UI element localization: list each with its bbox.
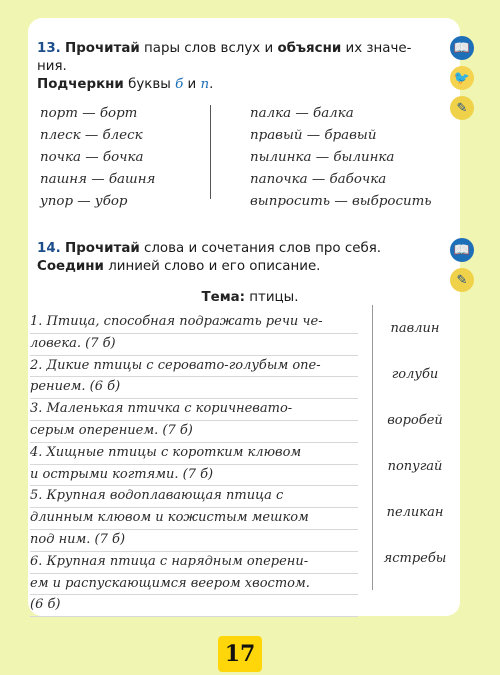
- description-line: ловека. (7 б): [30, 334, 358, 356]
- exercise-13-instructions: 13. Прочитай пары слов вслух и объясни их значе- ния. Подчеркни буквы б и п.: [37, 41, 412, 92]
- word-pairs-right: [250, 103, 432, 213]
- word-pair: почка — бочка: [40, 150, 144, 165]
- description-line: под ним. (7 б): [30, 530, 358, 552]
- word-pair: папочка — бабочка: [250, 172, 387, 187]
- word-pair: пылинка — былинка: [250, 150, 395, 165]
- bird-name[interactable]: голуби: [391, 366, 439, 382]
- book-icon: 📖: [450, 36, 474, 60]
- column-divider: [210, 105, 211, 199]
- word-pairs-left: [40, 103, 155, 213]
- exercise-number: 13.: [37, 41, 61, 56]
- word-pair: пашня — башня: [40, 172, 156, 187]
- bird-names: [378, 305, 452, 581]
- description-line: 6. Крупная птица с нарядным оперени-: [30, 552, 358, 574]
- description-line: 5. Крупная водоплавающая птица с: [30, 486, 358, 508]
- description-line: (6 б): [30, 595, 358, 617]
- bird-name[interactable]: ястребы: [383, 550, 447, 566]
- word-pair: правый — бравый: [250, 128, 377, 143]
- bird-icon: 🐦: [450, 66, 474, 90]
- bird-descriptions: [30, 312, 358, 617]
- pencil-icon: ✎: [450, 268, 474, 292]
- description-line: рением. (6 б): [30, 377, 358, 399]
- word-pair: порт — борт: [40, 106, 138, 121]
- topic-heading: Тема: птицы.: [201, 290, 299, 305]
- bird-name[interactable]: попугай: [387, 458, 443, 474]
- bird-name[interactable]: павлин: [390, 320, 440, 336]
- bird-name[interactable]: воробей: [387, 412, 443, 428]
- description-line: и острыми когтями. (7 б): [30, 465, 358, 487]
- word-pair: плеск — блеск: [40, 128, 143, 143]
- description-line: 3. Маленькая птичка с коричневато-: [30, 399, 358, 421]
- description-line: ем и распускающимся веером хвостом.: [30, 574, 358, 596]
- matching-column-divider: [372, 305, 373, 590]
- description-line: 2. Дикие птицы с серовато-голубым опе-: [30, 356, 358, 378]
- description-line: серым оперением. (7 б): [30, 421, 358, 443]
- bird-name[interactable]: пеликан: [386, 504, 444, 520]
- description-line: 1. Птица, способная подражать речи че-: [30, 312, 358, 334]
- word-pair: упор — убор: [40, 194, 128, 209]
- page-number: 17: [218, 636, 262, 672]
- word-pair: выпросить — выбросить: [250, 194, 432, 209]
- exercise-number: 14.: [37, 241, 61, 256]
- exercise-14-instructions: 14. Прочитай слова и сочетания слов про себя. Соедини линией слово и его описание.: [37, 241, 382, 274]
- book-icon: 📖: [450, 238, 474, 262]
- description-line: длинным клювом и кожистым мешком: [30, 508, 358, 530]
- pencil-icon: ✎: [450, 96, 474, 120]
- word-pair: палка — балка: [250, 106, 354, 121]
- description-line: 4. Хищные птицы с коротким клювом: [30, 443, 358, 465]
